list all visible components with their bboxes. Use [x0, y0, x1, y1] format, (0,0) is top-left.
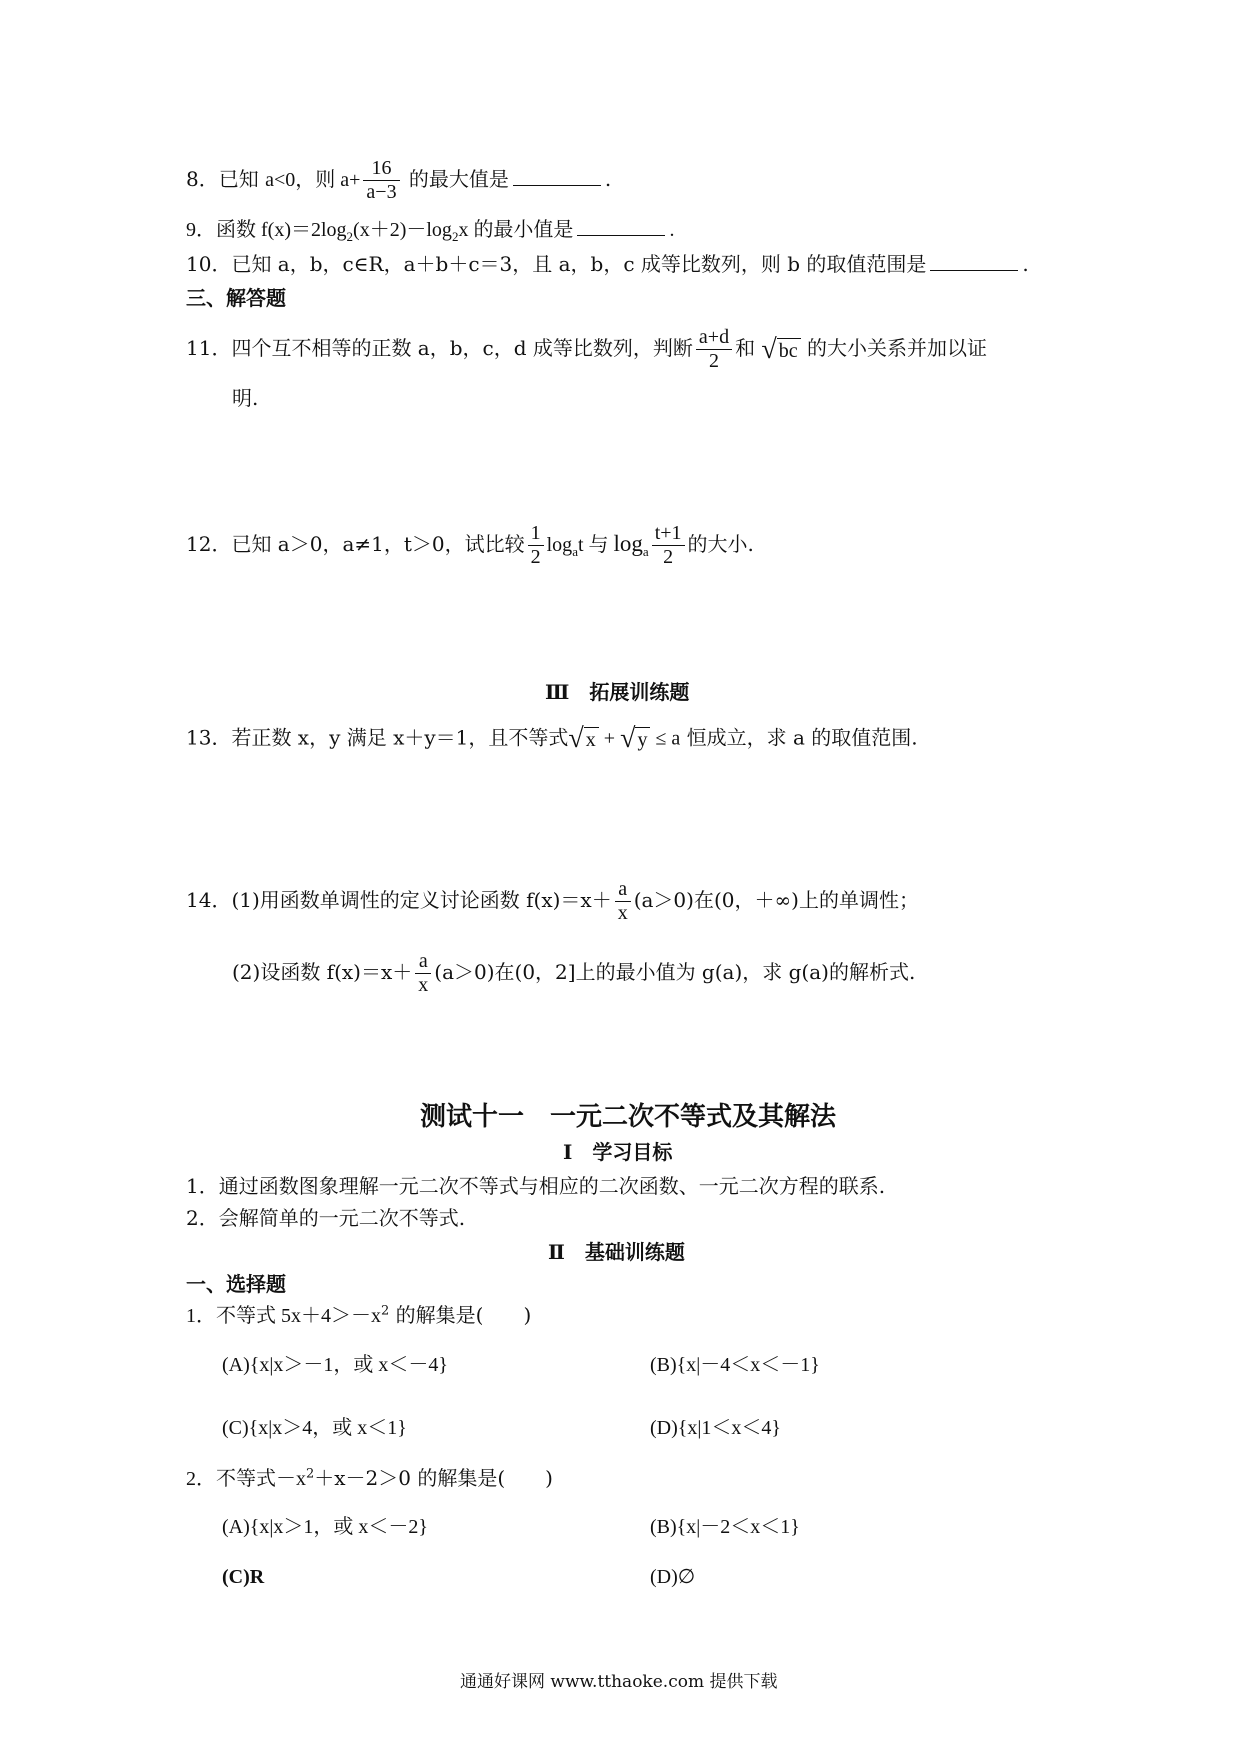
- learning-goals-title: Ⅰ 学习目标: [563, 1140, 673, 1164]
- q13-inequality: ≤ a: [650, 727, 681, 750]
- q12-log2: log: [613, 531, 643, 556]
- q13-sqrt-x-arg: x: [584, 727, 599, 751]
- q13-sqrt-y-arg: y: [635, 727, 650, 751]
- q12-denominator: 2: [530, 546, 541, 568]
- q12-numerator: 1: [528, 522, 544, 546]
- q13-plus: +: [598, 727, 621, 750]
- mc2-option-b[interactable]: (B){x|－2＜x＜1}: [650, 1516, 800, 1538]
- q14-p2-fraction: [415, 950, 431, 997]
- q9-end: .: [669, 219, 675, 241]
- q14-p1-fraction: [615, 878, 631, 925]
- q8-numerator: 16: [363, 157, 399, 181]
- q14-p1-head: 14．(1)用函数单调性的定义讨论函数 f(x)＝x＋: [186, 888, 612, 912]
- question-12: [186, 522, 754, 569]
- goal-1: 1．通过函数图象理解一元二次不等式与相应的二次函数、一元二次方程的联系.: [186, 1174, 886, 1198]
- q12-log1-base: a: [572, 544, 578, 559]
- q12-fraction-half: [528, 522, 544, 569]
- q8-condition: a<0，则 a+: [265, 169, 361, 191]
- question-10: [186, 252, 1029, 276]
- q11-numerator: a+d: [696, 326, 732, 350]
- q10-end: .: [1022, 252, 1029, 276]
- q14-p1-tail: (a＞0)在(0，＋∞)上的单调性；: [633, 888, 919, 912]
- q8-denominator: a−3: [366, 181, 397, 203]
- q11-tail: 的大小关系并加以证: [807, 336, 988, 360]
- q11-sqrt: √ bc: [761, 336, 800, 364]
- section-title-answers: 三、解答题: [186, 286, 286, 310]
- q9-sub-b: 2: [451, 229, 459, 244]
- q9-text-a: 9．函数 f(x)＝2log: [186, 219, 347, 241]
- section-title-extend: Ⅲ 拓展训练题: [545, 680, 690, 704]
- footer-source: 通通好课网 www.tthaoke.com 提供下载: [460, 1672, 778, 1692]
- q12-numerator-2: t+1: [652, 522, 685, 546]
- question-13: [186, 725, 918, 753]
- mc1-stem-sup: 2: [381, 1303, 390, 1319]
- q14-p1-denominator: x: [617, 902, 628, 924]
- q8-tail: 的最大值是: [402, 167, 509, 191]
- q14-p1-numerator: a: [615, 878, 631, 902]
- goal-2: 2．会解简单的一元二次不等式.: [186, 1206, 466, 1230]
- question-14-part1: [186, 878, 919, 925]
- q13-sqrt-x: √ x: [568, 725, 598, 753]
- question-14-part2: [232, 950, 915, 997]
- q12-fraction-t: [652, 522, 685, 569]
- question-11: [186, 326, 987, 373]
- q14-p2-tail: (a＞0)在(0，2]上的最小值为 g(a)，求 g(a)的解析式.: [434, 960, 916, 984]
- q9-answer-blank[interactable]: [577, 235, 665, 236]
- mc2-stem-a: 2．不等式－x: [186, 1468, 306, 1490]
- q12-log2-base: a: [642, 544, 649, 559]
- q13-tail: 恒成立，求 a 的取值范围.: [680, 725, 918, 750]
- basic-training-title: Ⅱ 基础训练题: [548, 1240, 685, 1264]
- q11-denominator: 2: [708, 350, 719, 372]
- mc-question-1: [186, 1303, 531, 1328]
- q12-denominator-2: 2: [663, 546, 674, 568]
- q8-answer-blank[interactable]: [513, 185, 601, 186]
- mc2-option-c[interactable]: (C)R: [222, 1566, 265, 1588]
- q11-fraction: [696, 326, 732, 373]
- test-title: 测试十一 一元二次不等式及其解法: [420, 1102, 837, 1132]
- mc1-option-a[interactable]: (A){x|x＞－1，或 x＜－4}: [222, 1354, 448, 1376]
- mc1-option-b[interactable]: (B){x|－4＜x＜－1}: [650, 1354, 820, 1376]
- q12-tail: 的大小.: [687, 532, 754, 556]
- q11-mid: 和: [735, 336, 756, 360]
- question-11-line2: 明.: [232, 386, 259, 410]
- q8-fraction: [363, 157, 399, 204]
- mc2-option-a[interactable]: (A){x|x＞1，或 x＜－2}: [222, 1516, 428, 1538]
- q9-text-b: (x＋2)－log: [353, 219, 452, 241]
- q8-label: 8．已知: [186, 167, 266, 191]
- mc1-option-c[interactable]: (C){x|x＞4，或 x＜1}: [222, 1417, 407, 1439]
- q10-answer-blank[interactable]: [930, 270, 1018, 271]
- q13-head: 13．若正数 x，y 满足 x＋y＝1，且不等式: [186, 725, 569, 750]
- q8-end: .: [604, 167, 612, 191]
- mc2-option-d[interactable]: (D)∅: [650, 1566, 696, 1588]
- q12-head: 12．已知 a＞0，a≠1，t＞0，试比较: [186, 532, 525, 556]
- mc1-stem-b: 的解集是( ): [389, 1303, 532, 1327]
- q13-sqrt-y: √ y: [620, 725, 650, 753]
- mc-question-2: [186, 1466, 553, 1491]
- mc1-stem-a: 1．不等式 5x＋4＞－x: [186, 1305, 381, 1327]
- q12-log1: log: [546, 534, 573, 556]
- q14-p2-numerator: a: [415, 950, 431, 974]
- question-8: [186, 157, 611, 204]
- question-9: [186, 218, 674, 242]
- q10-text: 10．已知 a，b，c∈R，a＋b＋c＝3，且 a，b，c 成等比数列，则 b 的取值范围是: [186, 252, 927, 276]
- q14-p2-head: (2)设函数 f(x)＝x＋: [232, 960, 413, 984]
- q11-head: 11．四个互不相等的正数 a，b，c，d 成等比数列，判断: [186, 336, 693, 360]
- q12-log1-arg: t 与: [577, 534, 614, 556]
- mc2-stem-b: ＋x－2＞0 的解集是( ): [314, 1466, 553, 1490]
- q9-text-c: x 的最小值是: [458, 219, 574, 241]
- choice-section-title: 一、选择题: [186, 1272, 286, 1296]
- mc1-option-d[interactable]: (D){x|1＜x＜4}: [650, 1417, 781, 1439]
- q9-sub-a: 2: [346, 229, 354, 244]
- q14-p2-denominator: x: [418, 974, 429, 996]
- q11-sqrt-arg: bc: [777, 338, 801, 362]
- mc2-stem-sup: 2: [306, 1466, 315, 1482]
